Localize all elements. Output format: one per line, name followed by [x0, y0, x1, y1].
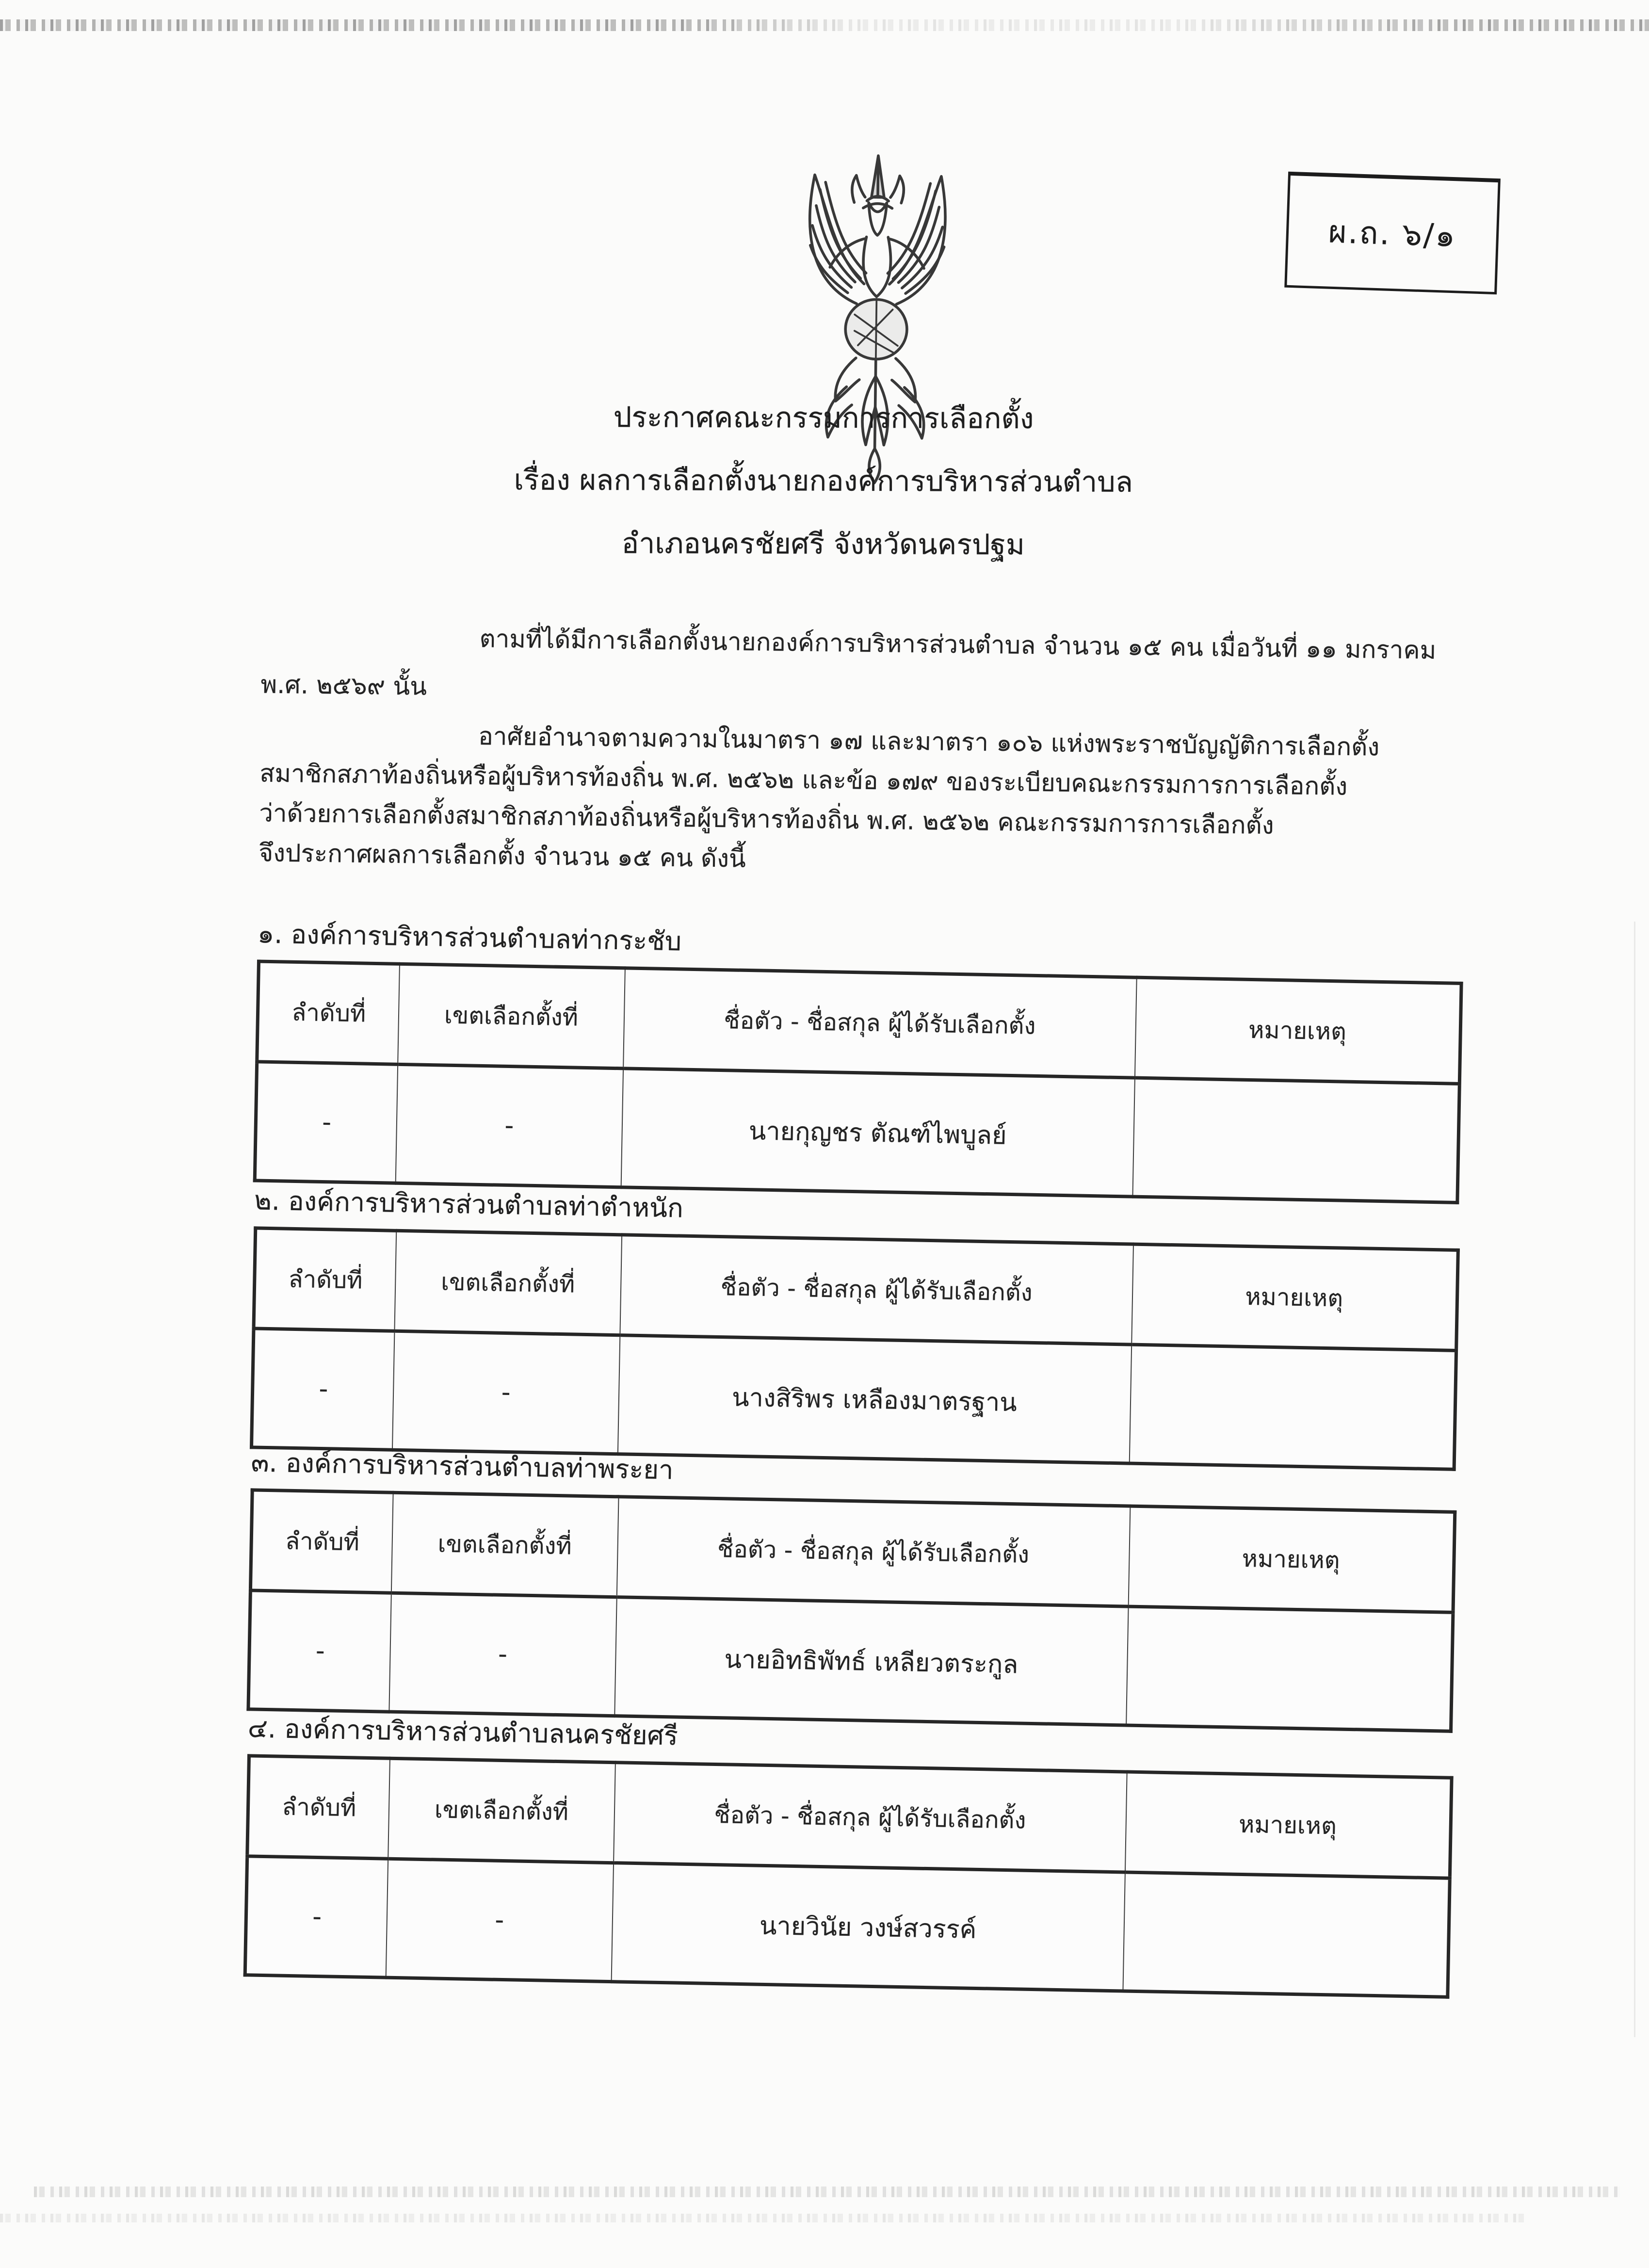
col-header-order: ลำดับที่ — [254, 1228, 396, 1331]
col-header-remark: หมายเหตุ — [1132, 1244, 1458, 1350]
table-row — [248, 1590, 1453, 1731]
paragraph-2-line-4: จึงประกาศผลการเลือกตั้ง จำนวน ๑๕ คน ดังนี้ — [258, 839, 746, 874]
col-header-remark: หมายเหตุ — [1125, 1772, 1452, 1878]
col-header-remark: หมายเหตุ — [1128, 1506, 1455, 1612]
title-line-3: อำเภอนครชัยศรี จังหวัดนครปฐม — [621, 526, 1025, 562]
results-table-4 — [243, 1754, 1454, 1998]
form-code-label: ผ.ถ. ๖/๑ — [1327, 214, 1457, 255]
section-2 — [250, 1184, 1457, 1471]
results-table-2 — [250, 1226, 1460, 1471]
section-2-heading: ๒. องค์การบริหารส่วนตำบลท่าตำหนัก — [254, 1185, 684, 1224]
section-4-heading: ๔. องค์การบริหารส่วนตำบลนครชัยศรี — [247, 1713, 679, 1751]
paragraph-1-line-2: พ.ศ. ๒๕๖๙ นั้น — [260, 670, 427, 701]
col-header-constituency: เขตเลือกตั้งที่ — [394, 1231, 622, 1335]
cell-remark — [1129, 1345, 1456, 1469]
col-header-elected-name: ชื่อตัว - ชื่อสกุล ผู้ได้รับเลือกตั้ง — [614, 1763, 1127, 1872]
cell-remark — [1132, 1078, 1459, 1202]
paragraph-2-line-2: สมาชิกสภาท้องถิ่นหรือผู้บริหารท้องถิ่น พ.ศ. ๒๕๖๒ และข้อ ๑๗๙ ของระเบียบคณะกรรมการการเลือกตั้ง — [259, 759, 1348, 801]
table-row — [245, 1856, 1450, 1997]
col-header-order: ลำดับที่ — [247, 1756, 390, 1859]
cell-elected-name: นายกุญชร ตัณฑ์ไพบูลย์ — [621, 1069, 1134, 1197]
section-3-heading: ๓. องค์การบริหารส่วนตำบลท่าพระยา — [251, 1447, 674, 1486]
cell-elected-name: นางสิริพร เหลืองมาตรฐาน — [617, 1335, 1131, 1463]
table-row — [255, 1062, 1459, 1202]
form-code-box — [1284, 172, 1501, 294]
cell-remark — [1126, 1606, 1453, 1731]
title-line-2: เรื่อง ผลการเลือกตั้งนายกองค์การบริหารส่วนตำบล — [514, 463, 1133, 499]
cell-order: - — [252, 1328, 394, 1450]
col-header-constituency: เขตเลือกตั้งที่ — [391, 1492, 618, 1597]
cell-elected-name: นายอิทธิพัทธ์ เหลียวตระกูล — [614, 1597, 1128, 1725]
section-1-heading: ๑. องค์การบริหารส่วนตำบลท่ากระชับ — [257, 918, 682, 957]
cell-constituency: - — [386, 1859, 613, 1981]
paragraph-2 — [259, 714, 1480, 888]
paragraph-2-line-3: ว่าด้วยการเลือกตั้งสมาชิกสภาท้องถิ่นหรือผู้บริหารท้องถิ่น พ.ศ. ๒๕๖๒ คณะกรรมการการเลือกตั้ง — [259, 799, 1274, 841]
results-table-1 — [253, 959, 1463, 1204]
col-header-elected-name: ชื่อตัว - ชื่อสกุล ผู้ได้รับเลือกตั้ง — [620, 1235, 1133, 1345]
col-header-order: ลำดับที่ — [257, 961, 400, 1064]
cell-elected-name: นายวินัย วงษ์สวรรค์ — [611, 1863, 1125, 1991]
col-header-constituency: เขตเลือกตั้งที่ — [388, 1758, 615, 1863]
title-line-1: ประกาศคณะกรรมการการเลือกตั้ง — [613, 400, 1034, 436]
section-3 — [246, 1446, 1454, 1733]
cell-constituency: - — [392, 1331, 619, 1454]
cell-constituency: - — [389, 1593, 616, 1716]
col-header-constituency: เขตเลือกตั้งที่ — [398, 964, 625, 1068]
cell-order: - — [255, 1062, 397, 1183]
section-1 — [253, 918, 1461, 1204]
cell-order: - — [245, 1856, 388, 1977]
col-header-elected-name: ชื่อตัว - ชื่อสกุล ผู้ได้รับเลือกตั้ง — [616, 1497, 1130, 1606]
document-title — [0, 384, 1648, 579]
paragraph-1-line-1: ตามที่ได้มีการเลือกตั้งนายกองค์การบริหารส่วนตำบล จำนวน ๑๕ คน เมื่อวันที่ ๑๑ มกราคม — [479, 625, 1437, 665]
col-header-remark: หมายเหตุ — [1134, 977, 1461, 1084]
paragraph-1 — [260, 613, 1481, 725]
cell-remark — [1123, 1872, 1450, 1997]
col-header-order: ลำดับที่ — [250, 1490, 393, 1593]
section-4 — [243, 1712, 1451, 1998]
results-table-3 — [246, 1488, 1456, 1733]
paragraph-2-line-1: อาศัยอำนาจตามความในมาตรา ๑๗ และมาตรา ๑๐๖ แห่งพระราชบัญญัติการเลือกตั้ง — [478, 722, 1380, 762]
col-header-elected-name: ชื่อตัว - ชื่อสกุล ผู้ได้รับเลือกตั้ง — [623, 968, 1137, 1078]
table-row — [252, 1328, 1456, 1469]
cell-order: - — [248, 1590, 391, 1712]
cell-constituency: - — [395, 1064, 623, 1187]
